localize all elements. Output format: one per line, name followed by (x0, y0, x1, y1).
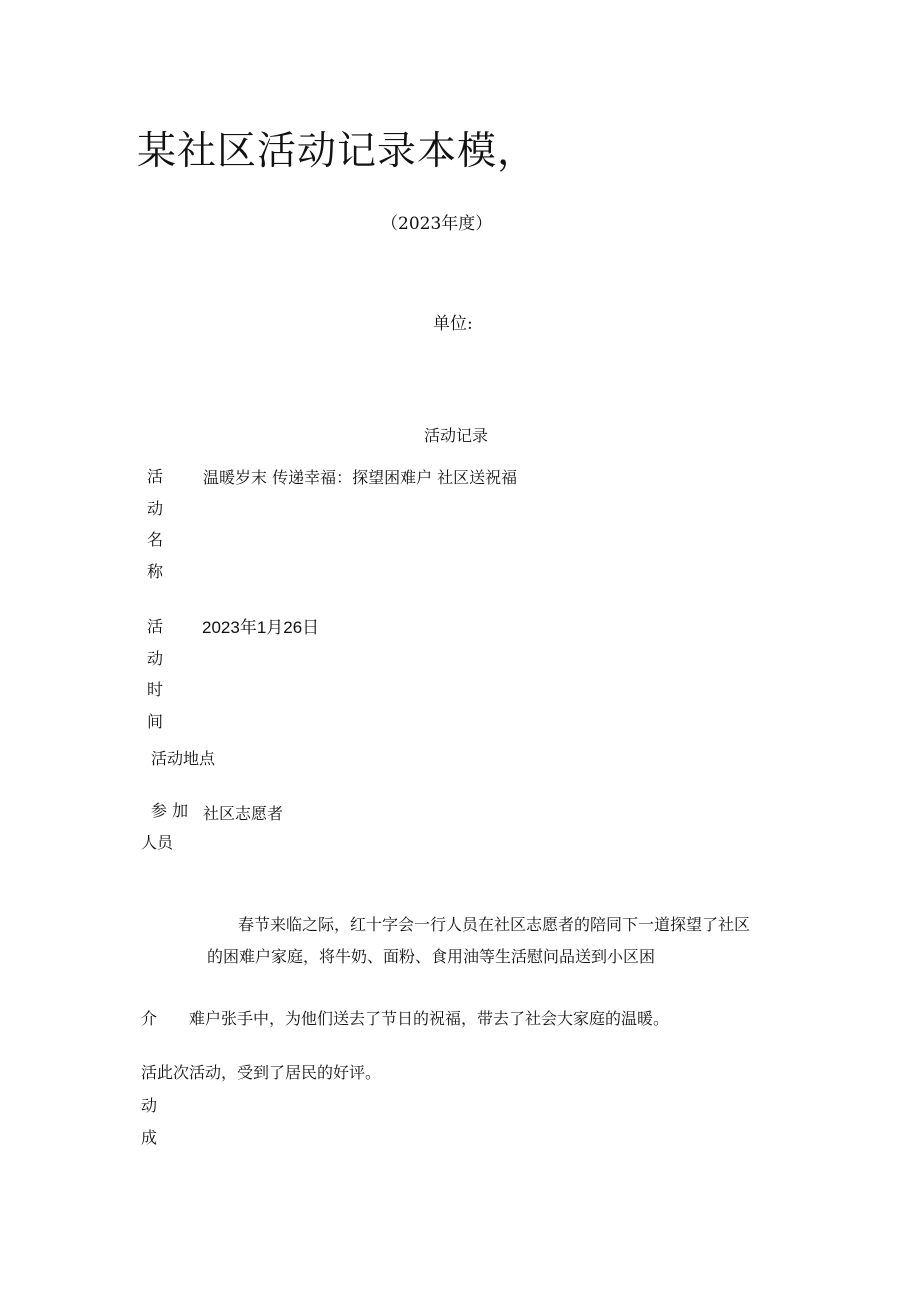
activity-time-value: 2023年1月26日 (202, 618, 320, 637)
summary-line-2: 的困难户家庭，将牛奶、面粉、食用油等生活慰问品送到小区困 (207, 947, 656, 966)
activity-name-label-char: 名 (146, 530, 163, 549)
participants-label-line2: 人员 (141, 833, 174, 852)
summary-label-char-2: 活 (141, 1063, 158, 1082)
summary-line-1: 春节来临之际，红十字会一行人员在社区志愿者的陪同下一道探望了社区 (238, 915, 751, 934)
summary-label-char-4: 成 (141, 1128, 158, 1147)
activity-time-label (145, 611, 165, 737)
record-heading: 活动记录 (424, 426, 489, 445)
activity-name-label-char: 称 (146, 561, 163, 581)
year-subtitle: （2023年度） (381, 214, 493, 234)
unit-label: 单位: (433, 314, 473, 334)
participants-label-line1: 参 加 (151, 801, 189, 820)
activity-time-label-char: 时 (146, 680, 163, 699)
summary-line-3: 难户张手中，为他们送去了节日的祝福，带去了社会大家庭的温暖。 (189, 1009, 670, 1028)
activity-time-label-char: 活 (146, 617, 163, 636)
participants-value: 社区志愿者 (203, 804, 284, 823)
activity-name-label-char: 动 (146, 498, 163, 518)
summary-label-char-3: 动 (141, 1096, 158, 1115)
activity-time-label-char: 动 (146, 648, 163, 668)
activity-name-value: 温暖岁末 传递幸福：探望困难户 社区送祝福 (203, 468, 518, 487)
document-title: 某社区活动记录本模， (137, 129, 538, 174)
activity-name-label (145, 461, 165, 587)
summary-line-4: 此次活动，受到了居民的好评。 (157, 1063, 382, 1082)
activity-place-label: 活动地点 (151, 749, 216, 768)
summary-label-char-1: 介 (141, 1009, 158, 1028)
activity-name-label-char: 活 (146, 467, 163, 486)
activity-time-label-char: 间 (146, 711, 163, 731)
